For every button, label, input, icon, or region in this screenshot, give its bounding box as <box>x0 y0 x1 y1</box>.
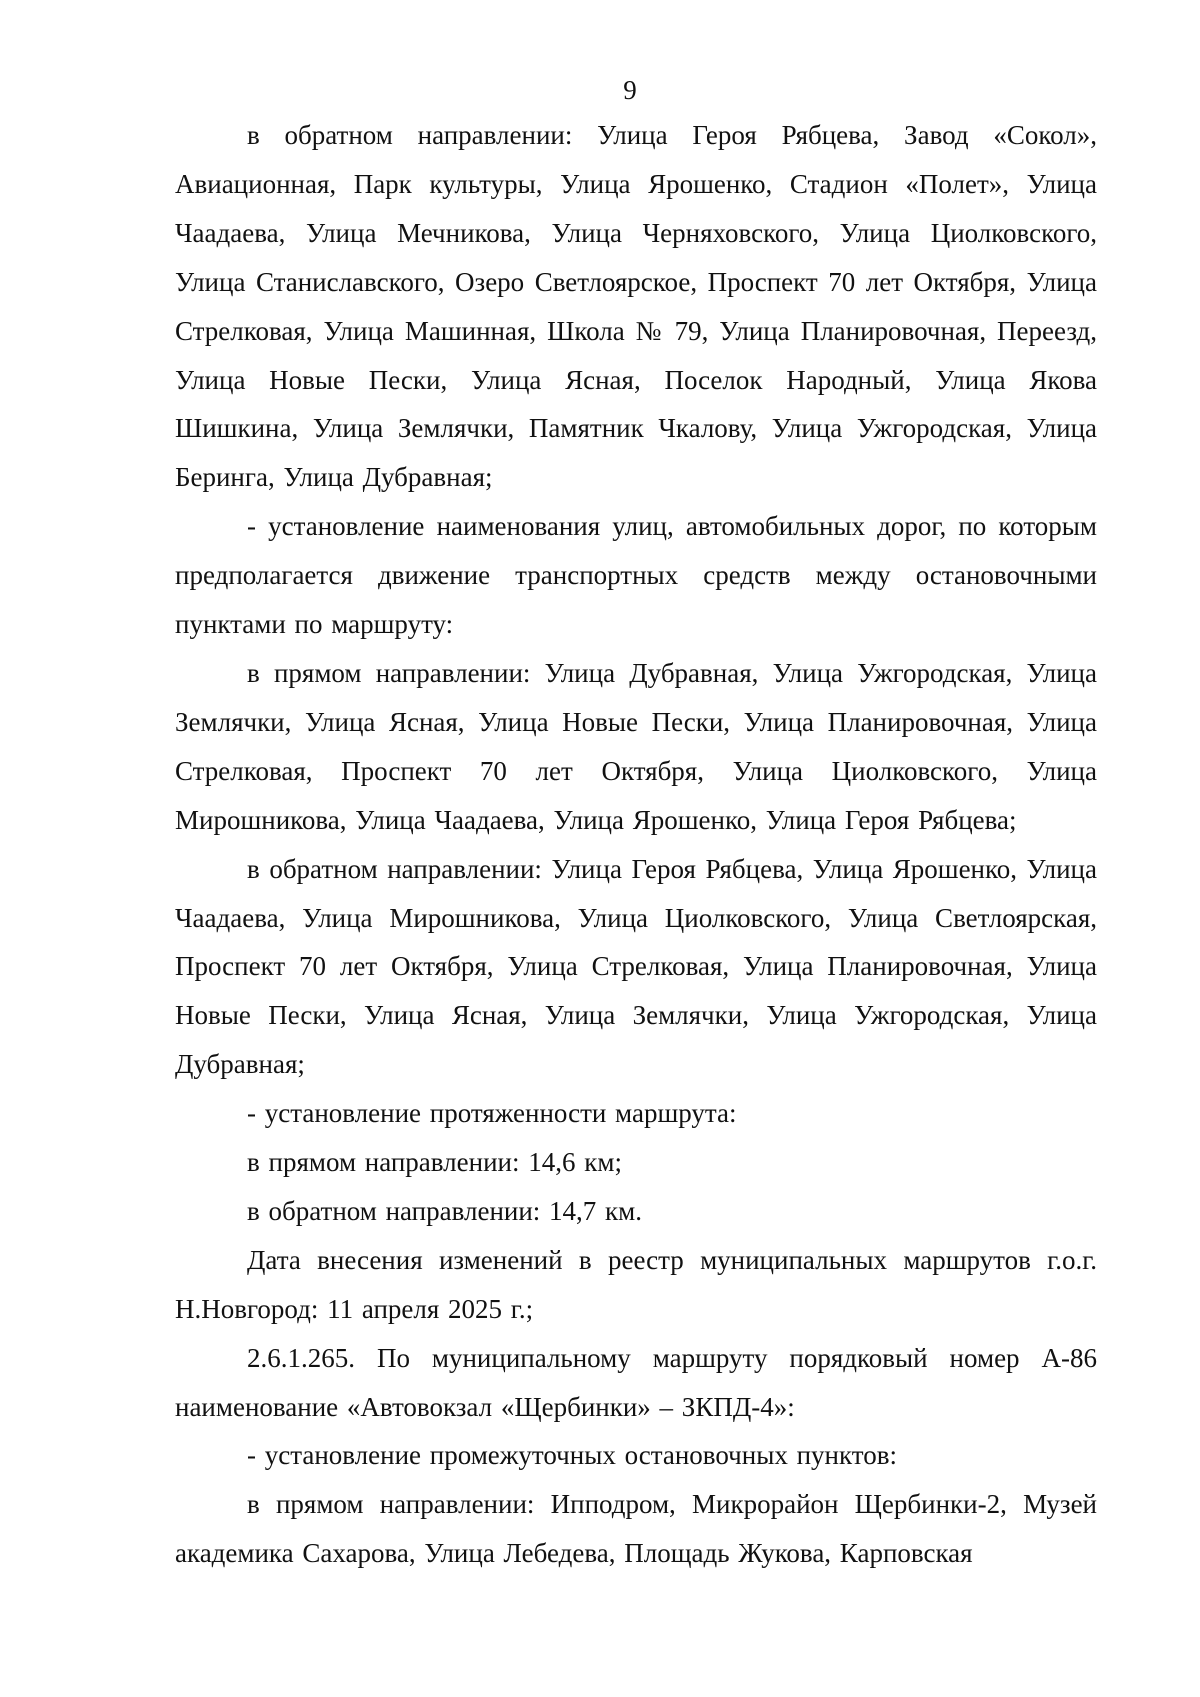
page-number: 9 <box>623 75 637 105</box>
paragraph-stops-heading: - установление промежуточных остановочных пунктов: <box>247 1440 897 1471</box>
paragraph-forward-stops: в прямом направлении: Ипподром, Микрорайон Щербинки-2, Музей академика Сахарова, Улица Лебедева, Площадь Жукова, Карповская <box>175 1489 1097 1569</box>
paragraph-reverse-streets: в обратном направлении: Улица Героя Рябцева, Улица Ярошенко, Улица Чаадаева, Улица Мирошникова, Улица Циолковского, Улица Светлоярская, Проспект 70 лет Октября, Улица Стрелковая, Улица Планировочная, Улица Новые Пески, Улица Ясная, Улица Землячки, Улица Ужгородская, Улица Дубравная; <box>175 853 1097 1080</box>
paragraph-length-heading: - установление протяженности маршрута: <box>247 1098 737 1129</box>
paragraph-route-a86: 2.6.1.265. По муниципальному маршруту порядковый номер А-86 наименование «Автовокзал «Щербинки» – ЗКПД-4»: <box>175 1342 1097 1422</box>
paragraph-forward-streets: в прямом направлении: Улица Дубравная, Улица Ужгородская, Улица Землячки, Улица Ясная, Улица Новые Пески, Улица Планировочная, Улица Стрелковая, Проспект 70 лет Октября, Улица Циолковского, Улица Мирошникова, Улица Чаадаева, Улица Ярошенко, Улица Героя Рябцева; <box>175 657 1097 835</box>
document-body <box>175 111 1097 1578</box>
paragraph-forward-length: в прямом направлении: 14,6 км; <box>247 1147 622 1178</box>
paragraph-streets-heading: - установление наименования улиц, автомобильных дорог, по которым предполагается движение транспортных средств между остановочными пунктами по маршруту: <box>175 511 1097 640</box>
paragraph-reverse-length: в обратном направлении: 14,7 км. <box>247 1195 643 1226</box>
paragraph-registry-date: Дата внесения изменений в реестр муниципальных маршрутов г.о.г. Н.Новгород: 11 апреля 2025 г.; <box>175 1244 1097 1324</box>
paragraph-reverse-stops: в обратном направлении: Улица Героя Рябцева, Завод «Сокол», Авиационная, Парк культуры, Улица Ярошенко, Стадион «Полет», Улица Чаадаева, Улица Мечникова, Улица Черняховского, Улица Циолковского, Улица Станиславского, Озеро Светлоярское, Проспект 70 лет Октября, Улица Стрелковая, Улица Машинная, Школа № 79, Улица Планировочная, Переезд, Улица Новые Пески, Улица Ясная, Поселок Народный, Улица Якова Шишкина, Улица Землячки, Памятник Чкалову, Улица Ужгородская, Улица Беринга, Улица Дубравная; <box>175 120 1097 493</box>
